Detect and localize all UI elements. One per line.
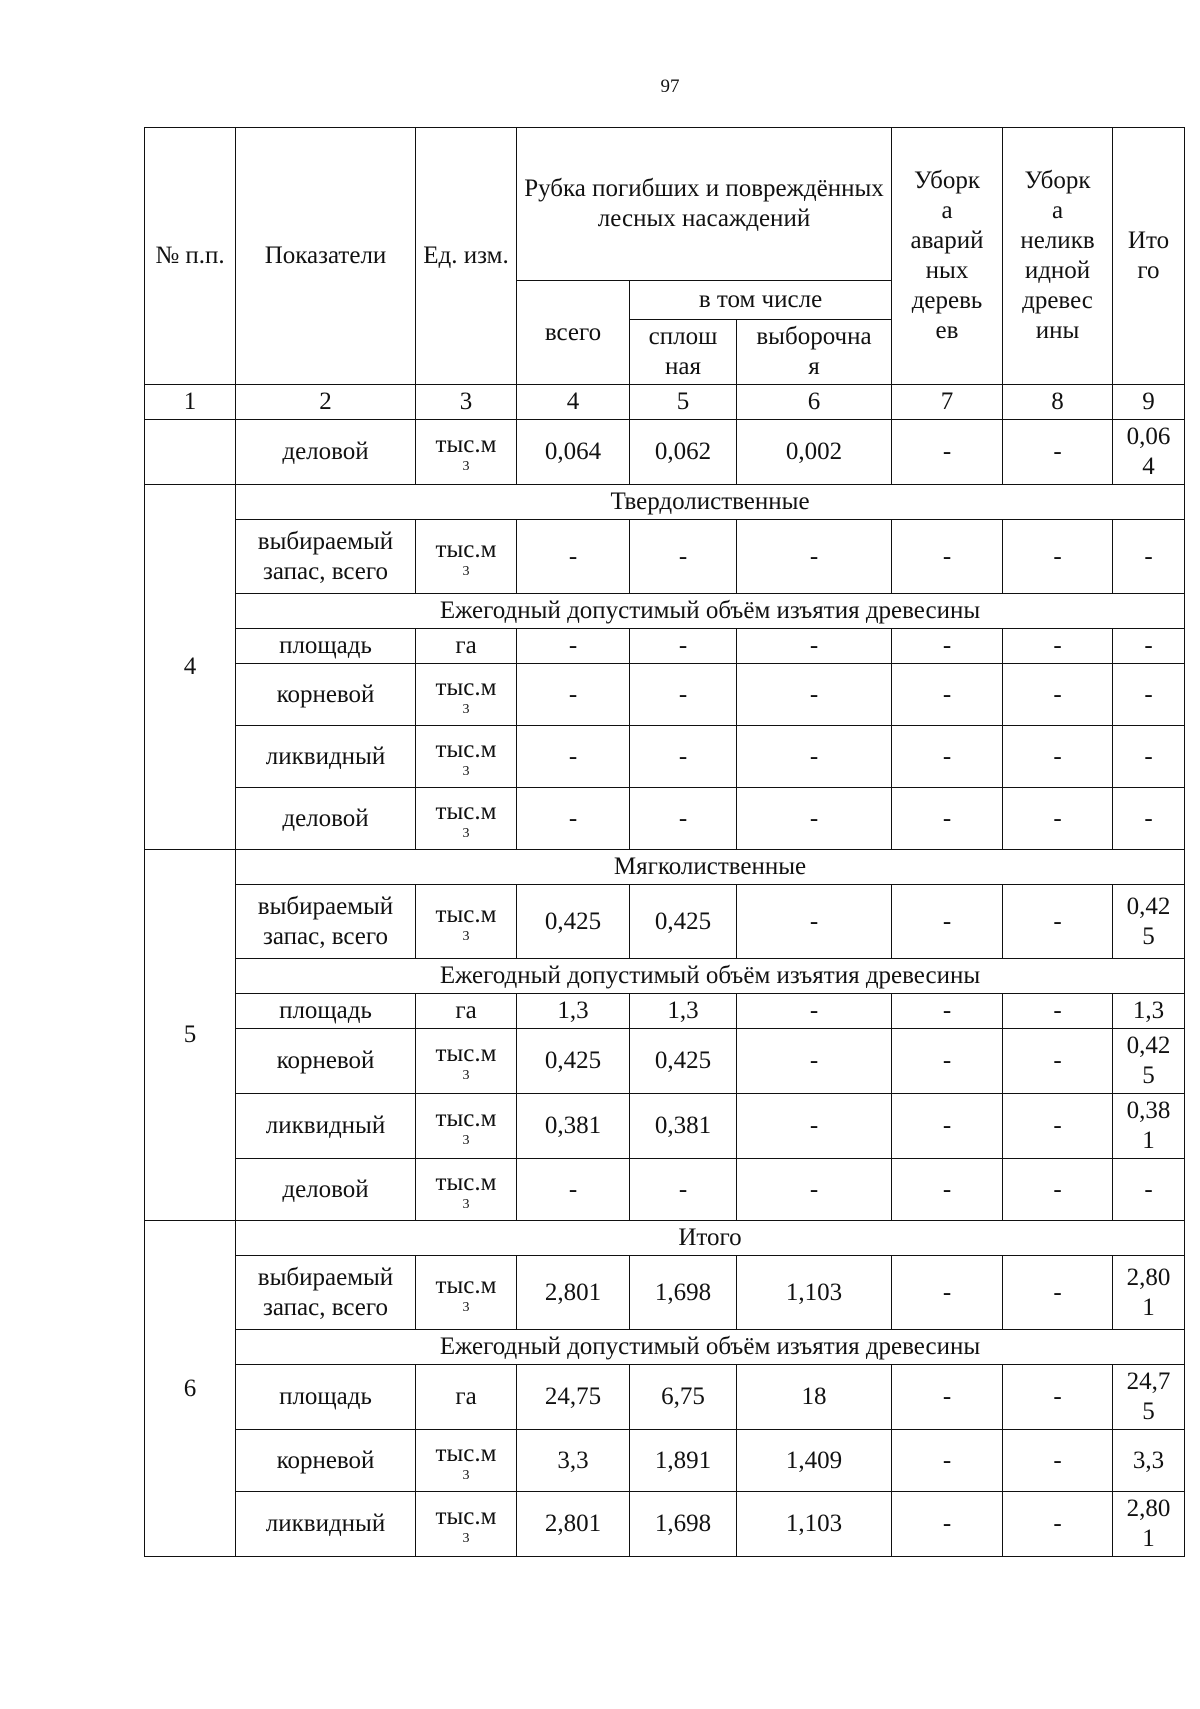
value-cell: - bbox=[737, 520, 892, 594]
section-subtitle: Ежегодный допустимый объём изъятия древесины bbox=[236, 1330, 1185, 1365]
value-cell: - bbox=[892, 1430, 1003, 1492]
value-cell: 0,425 bbox=[630, 885, 737, 959]
total-cell-line: - bbox=[1144, 1175, 1153, 1203]
column-number: 5 bbox=[630, 385, 737, 420]
value-cell: - bbox=[892, 788, 1003, 850]
section-subtitle-row bbox=[145, 1330, 1185, 1365]
unit-text: га bbox=[455, 1383, 477, 1410]
value-cell: - bbox=[892, 1159, 1003, 1221]
value-cell: 1,103 bbox=[737, 1492, 892, 1557]
unit-cell bbox=[416, 420, 517, 485]
unit-exponent: 3 bbox=[462, 1299, 470, 1315]
value-cell: - bbox=[737, 885, 892, 959]
value-cell: - bbox=[1003, 1029, 1113, 1094]
value-cell: - bbox=[892, 629, 1003, 664]
row-label: площадь bbox=[236, 629, 416, 664]
unit-exponent: 3 bbox=[462, 763, 470, 779]
total-cell-line: 24,7 bbox=[1126, 1368, 1171, 1395]
header-line: выборочна bbox=[756, 323, 872, 350]
value-cell: - bbox=[892, 1256, 1003, 1330]
total-cell bbox=[1113, 1256, 1185, 1330]
unit-exponent: 3 bbox=[462, 459, 470, 474]
header-line: Уборк bbox=[914, 167, 980, 194]
value-cell: 0,425 bbox=[630, 1029, 737, 1094]
header-line: а bbox=[1051, 197, 1064, 224]
row-label-line: запас, всего bbox=[263, 1293, 388, 1321]
row-label: ликвидный bbox=[236, 1094, 416, 1159]
total-cell bbox=[1113, 1159, 1185, 1221]
section-subtitle-row bbox=[145, 594, 1185, 629]
unit-text: тыс.м bbox=[435, 673, 497, 701]
value-cell: - bbox=[1003, 726, 1113, 788]
unit-text: тыс.м bbox=[435, 1168, 497, 1196]
value-cell: - bbox=[1003, 1094, 1113, 1159]
total-cell bbox=[1113, 726, 1185, 788]
section-number: 5 bbox=[145, 850, 236, 1221]
table-row bbox=[145, 885, 1185, 959]
unit-cell bbox=[416, 664, 517, 726]
total-cell-line: 0,38 bbox=[1126, 1097, 1171, 1124]
table-row bbox=[145, 726, 1185, 788]
section-title-row bbox=[145, 1221, 1185, 1256]
value-cell: - bbox=[630, 726, 737, 788]
unit-exponent: 3 bbox=[462, 1196, 470, 1212]
value-cell: 2,801 bbox=[517, 1492, 630, 1557]
total-cell-line: 0,42 bbox=[1126, 892, 1171, 920]
unit-exponent: 3 bbox=[462, 1068, 470, 1083]
header-illiquid-text bbox=[1007, 166, 1108, 346]
table-row bbox=[145, 1365, 1185, 1430]
table-row bbox=[145, 1159, 1185, 1221]
value-cell: - bbox=[1003, 1430, 1113, 1492]
row-label: ликвидный bbox=[236, 726, 416, 788]
row-label bbox=[236, 885, 416, 959]
header-line: сплош bbox=[648, 323, 718, 350]
unit-cell bbox=[416, 1029, 517, 1094]
value-cell: 1,698 bbox=[630, 1492, 737, 1557]
total-cell bbox=[1113, 629, 1185, 664]
total-cell bbox=[1113, 994, 1185, 1029]
row-label-line: выбираемый bbox=[257, 1263, 394, 1291]
header-line: древес bbox=[1022, 287, 1093, 314]
total-cell-line: 3,3 bbox=[1132, 1446, 1165, 1474]
header-line: я bbox=[808, 353, 820, 380]
value-cell: - bbox=[1003, 1365, 1113, 1430]
value-cell: - bbox=[630, 664, 737, 726]
total-cell-line: 5 bbox=[1142, 1062, 1155, 1089]
total-cell-line: 5 bbox=[1142, 922, 1155, 950]
total-cell-line: - bbox=[1144, 742, 1153, 770]
header-line: Уборк bbox=[1024, 167, 1091, 194]
section-subtitle: Ежегодный допустимый объём изъятия древесины bbox=[236, 959, 1185, 994]
header-group-title: Рубка погибших и повреждённых лесных насаждений bbox=[517, 128, 892, 281]
section-title: Мягколиственные bbox=[236, 850, 1185, 885]
unit-cell bbox=[416, 520, 517, 594]
row-label: деловой bbox=[236, 420, 416, 485]
total-cell bbox=[1113, 885, 1185, 959]
value-cell: 1,103 bbox=[737, 1256, 892, 1330]
total-cell bbox=[1113, 1430, 1185, 1492]
section-title-row bbox=[145, 485, 1185, 520]
value-cell: 0,381 bbox=[517, 1094, 630, 1159]
column-number: 1 bbox=[145, 385, 236, 420]
table-row bbox=[145, 629, 1185, 664]
header-unit: Ед. изм. bbox=[416, 128, 517, 385]
column-number: 7 bbox=[892, 385, 1003, 420]
total-cell bbox=[1113, 1492, 1185, 1557]
total-cell-line: - bbox=[1144, 542, 1153, 570]
header-clear-text bbox=[634, 322, 732, 382]
header-line: деревь bbox=[911, 287, 983, 314]
header-line: аварий bbox=[910, 227, 984, 254]
value-cell: - bbox=[517, 520, 630, 594]
header-line: ная bbox=[665, 353, 701, 380]
value-cell: - bbox=[1003, 1159, 1113, 1221]
value-cell: 0,425 bbox=[517, 1029, 630, 1094]
unit-text: тыс.м bbox=[435, 1040, 497, 1067]
unit-cell bbox=[416, 1159, 517, 1221]
header-emergency bbox=[892, 128, 1003, 385]
row-label: корневой bbox=[236, 1029, 416, 1094]
value-cell: - bbox=[630, 788, 737, 850]
table-body bbox=[145, 128, 1185, 1557]
row-label: корневой bbox=[236, 1430, 416, 1492]
column-number: 6 bbox=[737, 385, 892, 420]
table-row bbox=[145, 1029, 1185, 1094]
table-row bbox=[145, 1492, 1185, 1557]
section-title: Итого bbox=[236, 1221, 1185, 1256]
value-cell: - bbox=[1003, 1256, 1113, 1330]
unit-text: га bbox=[455, 632, 477, 659]
value-cell: 1,698 bbox=[630, 1256, 737, 1330]
column-number: 8 bbox=[1003, 385, 1113, 420]
row-label: деловой bbox=[236, 788, 416, 850]
row-label-line: выбираемый bbox=[257, 892, 394, 920]
column-numbers-row bbox=[145, 385, 1185, 420]
total-cell bbox=[1113, 664, 1185, 726]
forest-table bbox=[144, 127, 1185, 1557]
header-total-text bbox=[1117, 226, 1180, 286]
row-label: корневой bbox=[236, 664, 416, 726]
unit-exponent: 3 bbox=[462, 563, 470, 579]
total-cell-line: 1 bbox=[1142, 1127, 1155, 1154]
total-cell bbox=[1113, 420, 1185, 485]
value-cell: - bbox=[737, 629, 892, 664]
header-row bbox=[145, 128, 1185, 281]
total-cell-line: 0,06 bbox=[1126, 423, 1171, 450]
value-cell: 24,75 bbox=[517, 1365, 630, 1430]
value-cell: - bbox=[517, 664, 630, 726]
header-total bbox=[1113, 128, 1185, 385]
unit-text: тыс.м bbox=[435, 1105, 497, 1132]
value-cell: - bbox=[737, 664, 892, 726]
total-cell-line: - bbox=[1144, 680, 1153, 708]
unit-text: га bbox=[455, 997, 477, 1024]
section-title: Твердолиственные bbox=[236, 485, 1185, 520]
value-cell: 3,3 bbox=[517, 1430, 630, 1492]
header-total-all: всего bbox=[517, 281, 630, 385]
total-cell-line: 2,80 bbox=[1126, 1263, 1171, 1291]
total-cell bbox=[1113, 520, 1185, 594]
value-cell: - bbox=[1003, 420, 1113, 485]
total-cell-line: 4 bbox=[1142, 453, 1155, 480]
value-cell: - bbox=[1003, 629, 1113, 664]
value-cell: - bbox=[737, 994, 892, 1029]
value-cell: 0,381 bbox=[630, 1094, 737, 1159]
total-cell bbox=[1113, 788, 1185, 850]
value-cell: - bbox=[517, 726, 630, 788]
value-cell: - bbox=[892, 994, 1003, 1029]
value-cell: - bbox=[517, 629, 630, 664]
header-line: ных bbox=[925, 257, 969, 284]
table-row bbox=[145, 420, 1185, 485]
header-emergency-text bbox=[896, 166, 998, 346]
header-line: ины bbox=[1035, 317, 1080, 344]
value-cell: 1,891 bbox=[630, 1430, 737, 1492]
value-cell: - bbox=[517, 1159, 630, 1221]
value-cell: - bbox=[630, 629, 737, 664]
header-line: идной bbox=[1024, 257, 1091, 284]
row-label-line: выбираемый bbox=[257, 527, 394, 555]
table-row bbox=[145, 520, 1185, 594]
unit-exponent: 3 bbox=[462, 1467, 470, 1483]
value-cell: - bbox=[1003, 994, 1113, 1029]
total-cell-line: 1 bbox=[1142, 1525, 1155, 1552]
value-cell: - bbox=[892, 1365, 1003, 1430]
value-cell: - bbox=[892, 420, 1003, 485]
total-cell-line: 1,3 bbox=[1132, 997, 1165, 1024]
header-line: неликв bbox=[1020, 227, 1095, 254]
unit-exponent: 3 bbox=[462, 825, 470, 841]
value-cell: - bbox=[737, 788, 892, 850]
value-cell: 18 bbox=[737, 1365, 892, 1430]
header-line: ев bbox=[935, 317, 959, 344]
value-cell: 1,409 bbox=[737, 1430, 892, 1492]
value-cell: 0,002 bbox=[737, 420, 892, 485]
value-cell: - bbox=[737, 1094, 892, 1159]
value-cell: - bbox=[892, 1094, 1003, 1159]
value-cell: - bbox=[737, 1029, 892, 1094]
header-selective bbox=[737, 320, 892, 385]
unit-cell bbox=[416, 1365, 517, 1430]
value-cell: - bbox=[1003, 1492, 1113, 1557]
value-cell: 2,801 bbox=[517, 1256, 630, 1330]
header-num: № п.п. bbox=[145, 128, 236, 385]
row-label: деловой bbox=[236, 1159, 416, 1221]
unit-text: тыс.м bbox=[435, 1503, 497, 1530]
section-subtitle: Ежегодный допустимый объём изъятия древесины bbox=[236, 594, 1185, 629]
header-selective-text bbox=[741, 322, 887, 382]
value-cell: - bbox=[1003, 664, 1113, 726]
value-cell: - bbox=[892, 1029, 1003, 1094]
row-label bbox=[236, 520, 416, 594]
header-including: в том числе bbox=[630, 281, 892, 320]
total-cell-line: - bbox=[1144, 804, 1153, 832]
total-cell-line: - bbox=[1144, 632, 1153, 659]
value-cell: - bbox=[1003, 520, 1113, 594]
value-cell: - bbox=[892, 885, 1003, 959]
unit-cell bbox=[416, 1430, 517, 1492]
header-illiquid bbox=[1003, 128, 1113, 385]
unit-cell bbox=[416, 788, 517, 850]
value-cell: 0,062 bbox=[630, 420, 737, 485]
value-cell: - bbox=[1003, 788, 1113, 850]
value-cell: - bbox=[630, 520, 737, 594]
column-number: 4 bbox=[517, 385, 630, 420]
column-number: 3 bbox=[416, 385, 517, 420]
section-title-row bbox=[145, 850, 1185, 885]
unit-cell bbox=[416, 885, 517, 959]
value-cell: - bbox=[892, 664, 1003, 726]
row-label: площадь bbox=[236, 994, 416, 1029]
value-cell: - bbox=[630, 1159, 737, 1221]
unit-text: тыс.м bbox=[435, 900, 497, 928]
header-line: а bbox=[941, 197, 953, 224]
unit-text: тыс.м bbox=[435, 735, 497, 763]
table-row bbox=[145, 1094, 1185, 1159]
value-cell: - bbox=[892, 1492, 1003, 1557]
header-line: го bbox=[1137, 257, 1160, 284]
total-cell bbox=[1113, 1365, 1185, 1430]
unit-exponent: 3 bbox=[462, 1133, 470, 1148]
unit-text: тыс.м bbox=[435, 535, 497, 563]
row-num-empty bbox=[145, 420, 236, 485]
value-cell: 0,064 bbox=[517, 420, 630, 485]
table-row bbox=[145, 994, 1185, 1029]
header-line: Ито bbox=[1127, 227, 1170, 254]
row-label-line: запас, всего bbox=[263, 557, 388, 585]
unit-cell bbox=[416, 994, 517, 1029]
header-indicators: Показатели bbox=[236, 128, 416, 385]
table-row bbox=[145, 664, 1185, 726]
table-row bbox=[145, 788, 1185, 850]
value-cell: - bbox=[1003, 885, 1113, 959]
value-cell: - bbox=[892, 726, 1003, 788]
value-cell: 1,3 bbox=[517, 994, 630, 1029]
value-cell: - bbox=[892, 520, 1003, 594]
unit-cell bbox=[416, 1492, 517, 1557]
unit-exponent: 3 bbox=[462, 1531, 470, 1546]
section-subtitle-row bbox=[145, 959, 1185, 994]
row-label-line: запас, всего bbox=[263, 922, 388, 950]
value-cell: 1,3 bbox=[630, 994, 737, 1029]
unit-cell bbox=[416, 1256, 517, 1330]
total-cell bbox=[1113, 1029, 1185, 1094]
page-number: 97 bbox=[660, 76, 680, 97]
value-cell: - bbox=[737, 726, 892, 788]
row-label: ликвидный bbox=[236, 1492, 416, 1557]
value-cell: - bbox=[517, 788, 630, 850]
total-cell-line: 2,80 bbox=[1126, 1495, 1171, 1522]
value-cell: - bbox=[737, 1159, 892, 1221]
unit-cell bbox=[416, 629, 517, 664]
column-number: 9 bbox=[1113, 385, 1185, 420]
row-label: площадь bbox=[236, 1365, 416, 1430]
total-cell-line: 5 bbox=[1142, 1398, 1155, 1425]
unit-text: тыс.м bbox=[435, 1271, 497, 1299]
table-row bbox=[145, 1430, 1185, 1492]
value-cell: 6,75 bbox=[630, 1365, 737, 1430]
table-row bbox=[145, 1256, 1185, 1330]
unit-text: тыс.м bbox=[435, 1439, 497, 1467]
section-number: 4 bbox=[145, 485, 236, 850]
section-number: 6 bbox=[145, 1221, 236, 1557]
total-cell-line: 0,42 bbox=[1126, 1032, 1171, 1059]
unit-exponent: 3 bbox=[462, 701, 470, 717]
header-clear bbox=[630, 320, 737, 385]
total-cell-line: 1 bbox=[1142, 1293, 1155, 1321]
unit-exponent: 3 bbox=[462, 928, 470, 944]
total-cell bbox=[1113, 1094, 1185, 1159]
unit-cell bbox=[416, 1094, 517, 1159]
unit-cell bbox=[416, 726, 517, 788]
unit-text: тыс.м bbox=[435, 431, 497, 458]
column-number: 2 bbox=[236, 385, 416, 420]
value-cell: 0,425 bbox=[517, 885, 630, 959]
unit-text: тыс.м bbox=[435, 797, 497, 825]
row-label bbox=[236, 1256, 416, 1330]
